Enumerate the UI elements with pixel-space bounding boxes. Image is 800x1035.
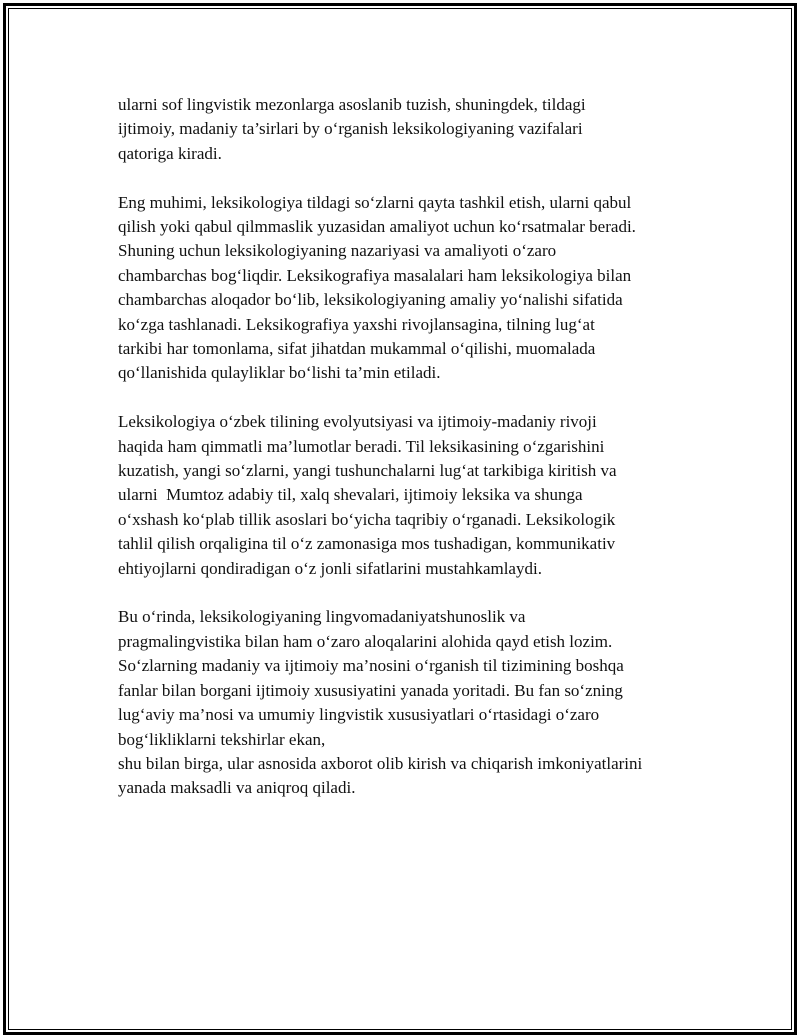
text-line: lug‘aviy ma’nosi va umumiy lingvistik xususiyatlari o‘rtasidagi o‘zaro [118,705,600,725]
text-line: haqida ham qimmatli ma’lumotlar beradi. Til leksikasining o‘zgarishini [118,436,605,456]
text-line: tahlil qilish orqaligina til o‘z zamonasiga mos tushadigan, kommunikativ [118,534,616,554]
text-line: fanlar bilan borgani ijtimoiy xususiyatini yanada yoritadi. Bu fan so‘zning [118,680,623,700]
paragraph-4 [118,605,698,800]
text-line: qilish yoki qabul qilmmaslik yuzasidan amaliyot uchun ko‘rsatmalar beradi. [118,217,636,237]
text-line: Bu o‘rinda, leksikologiyaning lingvomadaniyatshunoslik va [118,607,526,627]
text-line: Leksikologiya o‘zbek tilining evolyutsiyasi va ijtimoiy-madaniy rivoji [118,412,597,432]
text-line: ularni Mumtoz adabiy til, xalq shevalari, ijtimoiy leksika va shunga [118,485,583,505]
text-line: ehtiyojlarni qondiradigan o‘z jonli sifatlarini mustahkamlaydi. [118,558,542,578]
text-line: yanada maksadli va aniqroq qiladi. [118,778,356,798]
text-line: shu bilan birga, ular asnosida axborot olib kirish va chiqarish imkoniyatlarini [118,753,643,773]
paragraph-1 [118,93,698,166]
text-line: pragmalingvistika bilan ham o‘zaro aloqalarini alohida qayd etish lozim. [118,631,613,651]
text-line: chambarchas bog‘liqdir. Leksikografiya masalalari ham leksikologiya bilan [118,265,632,285]
text-line: bog‘likliklarni tekshirlar ekan, [118,729,326,749]
text-line: Eng muhimi, leksikologiya tildagi so‘zlarni qayta tashkil etish, ularni qabul [118,192,632,212]
paragraph-2 [118,191,698,386]
text-line: tarkibi har tomonlama, sifat jihatdan mukammal o‘qilishi, muomalada [118,339,596,359]
text-line: ularni sof lingvistik mezonlarga asoslanib tuzish, shuningdek, tildagi [118,95,586,114]
text-line: qo‘llanishida qulayliklar bo‘lishi ta’min etiladi. [118,363,441,383]
text-line: ijtimoiy, madaniy ta’sirlari by o‘rganish leksikologiyaning vazifalari [118,119,583,139]
text-line: chambarchas aloqador bo‘lib, leksikologiyaning amaliy yo‘nalishi sifatida [118,290,623,310]
paragraph-3 [118,410,698,581]
text-line: So‘zlarning madaniy va ijtimoiy ma’nosini o‘rganish til tizimining boshqa [118,656,624,676]
document-body [118,93,698,825]
text-line: Shuning uchun leksikologiyaning nazariyasi va amaliyoti o‘zaro [118,241,557,261]
text-line: ko‘zga tashlanadi. Leksikografiya yaxshi rivojlansagina, tilning lug‘at [118,314,595,334]
text-line: kuzatish, yangi so‘zlarni, yangi tushunchalarni lug‘at tarkibiga kiritish va [118,461,617,481]
text-line: o‘xshash ko‘plab tillik asoslari bo‘yicha taqribiy o‘rganadi. Leksikologik [118,509,616,529]
text-line: qatoriga kiradi. [118,143,222,163]
